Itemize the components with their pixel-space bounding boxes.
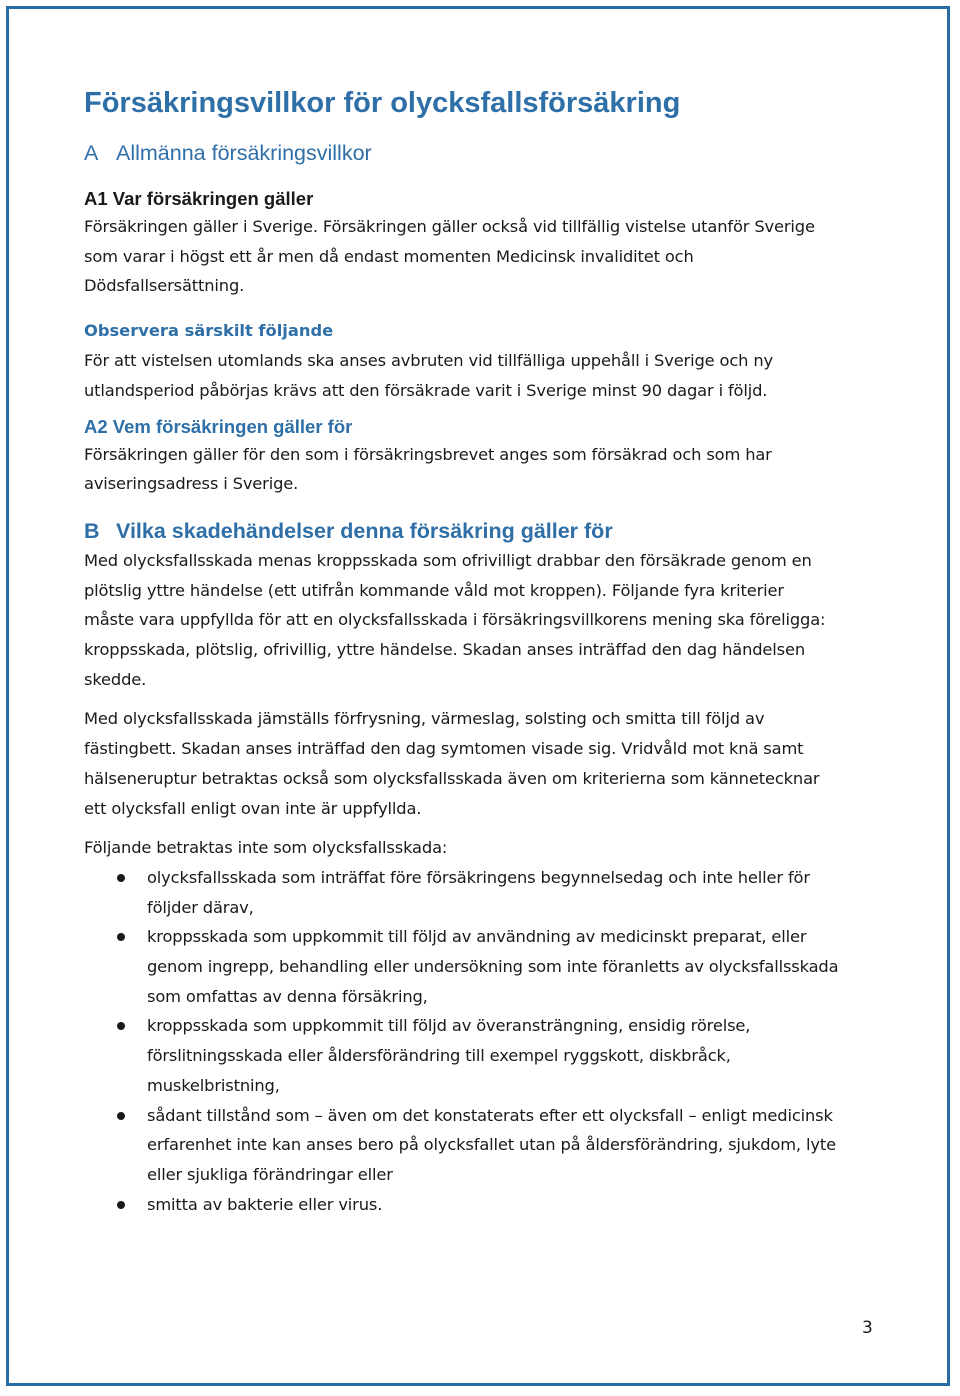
list-item: [84, 1190, 874, 1220]
b-p1-line: plötslig yttre händelse (ett utifrån kommande våld mot kroppen). Följande fyra kriterier: [84, 580, 784, 600]
b-p1-line: kroppsskada, plötslig, ofrivillig, yttre händelse. Skadan anses inträffad den dag händelsen: [84, 640, 806, 660]
list-item-line: följder därav,: [147, 897, 254, 917]
section-b-letter: B: [84, 518, 100, 543]
bullet-icon: [117, 1201, 125, 1209]
list-item-line: sådant tillstånd som – även om det konstaterats efter ett olycksfall – enligt medicinsk: [147, 1105, 833, 1125]
b-p2-line: ett olycksfall enligt ovan inte är uppfyllda.: [84, 798, 422, 818]
list-item-line: eller sjukliga förändringar eller: [147, 1164, 393, 1184]
b-paragraph-1: [84, 546, 874, 695]
observe-line: För att vistelsen utomlands ska anses avbruten vid tillfälliga uppehåll i Sverige och ny: [84, 351, 774, 371]
list-item-line: genom ingrepp, behandling eller undersökning som inte föranletts av olycksfallsskada: [147, 957, 839, 977]
list-item-line: olycksfallsskada som inträffat före försäkringens begynnelsedag och inte heller för: [147, 867, 810, 887]
a1-line: Dödsfallsersättning.: [84, 276, 245, 296]
section-b-title: Vilka skadehändelser denna försäkring gäller för: [116, 518, 613, 543]
list-item: [84, 922, 874, 1011]
bullet-icon: [117, 933, 125, 941]
list-item-line: kroppsskada som uppkommit till följd av överansträngning, ensidig rörelse,: [147, 1016, 751, 1036]
document-body: [84, 84, 874, 1219]
list-item-line: förslitningsskada eller åldersförändring till exempel ryggskott, diskbråck,: [147, 1046, 731, 1066]
list-item-line: erfarenhet inte kan anses bero på olycksfallet utan på åldersförändring, sjukdom, lyte: [147, 1135, 836, 1155]
a1-paragraph: [84, 212, 874, 301]
observe-paragraph: [84, 346, 874, 405]
a2-heading: A2 Vem försäkringen gäller för: [84, 415, 353, 437]
list-item-line: smitta av bakterie eller virus.: [147, 1194, 383, 1214]
b-p2-line: hälseneruptur betraktas också som olycksfallsskada även om kriterierna som kännetecknar: [84, 768, 820, 788]
bullet-icon: [117, 1112, 125, 1120]
list-item-line: som omfattas av denna försäkring,: [147, 986, 428, 1006]
list-item: [84, 863, 874, 922]
section-b-heading: [84, 516, 874, 546]
b-p2-line: fästingbett. Skadan anses inträffad den dag symtomen visade sig. Vridvåld mot knä samt: [84, 739, 804, 759]
b-p2-line: Med olycksfallsskada jämställs förfrysning, värmeslag, solsting och smitta till följd av: [84, 709, 765, 729]
document-title: Försäkringsvillkor för olycksfallsförsäkring: [84, 87, 681, 119]
a2-paragraph: [84, 440, 874, 499]
a1-line: som varar i högst ett år men då endast momenten Medicinsk invaliditet och: [84, 246, 694, 266]
b-p1-line: måste vara uppfyllda för att en olycksfallsskada i försäkringsvillkorens mening ska föreligga:: [84, 610, 826, 630]
b-p1-line: Med olycksfallsskada menas kroppsskada som ofrivilligt drabbar den försäkrade genom en: [84, 550, 812, 570]
list-item: [84, 1011, 874, 1100]
b-p1-line: skedde.: [84, 669, 147, 689]
a1-heading: A1 Var försäkringen gäller: [84, 188, 314, 209]
a2-line: Försäkringen gäller för den som i försäkringsbrevet anges som försäkrad och som har: [84, 444, 772, 464]
a1-line: Försäkringen gäller i Sverige. Försäkringen gäller också vid tillfällig vistelse utanför Sverige: [84, 217, 815, 236]
bullet-icon: [117, 874, 125, 882]
section-a-heading: [84, 138, 874, 168]
observe-heading: Observera särskilt följande: [84, 321, 334, 341]
bullet-icon: [117, 1022, 125, 1030]
observe-line: utlandsperiod påbörjas krävs att den försäkrade varit i Sverige minst 90 dagar i följd.: [84, 380, 768, 400]
section-a-title: Allmänna försäkringsvillkor: [116, 141, 372, 165]
a2-line: aviseringsadress i Sverige.: [84, 474, 299, 494]
b-paragraph-2: [84, 704, 874, 823]
exclusions-intro: Följande betraktas inte som olycksfallsskada:: [84, 838, 448, 858]
list-item-line: kroppsskada som uppkommit till följd av användning av medicinskt preparat, eller: [147, 927, 807, 947]
section-a-letter: A: [84, 141, 99, 165]
exclusions-list: [84, 863, 874, 1219]
page-number: 3: [862, 1318, 873, 1338]
list-item: [84, 1101, 874, 1190]
list-item-line: muskelbristning,: [147, 1075, 280, 1095]
